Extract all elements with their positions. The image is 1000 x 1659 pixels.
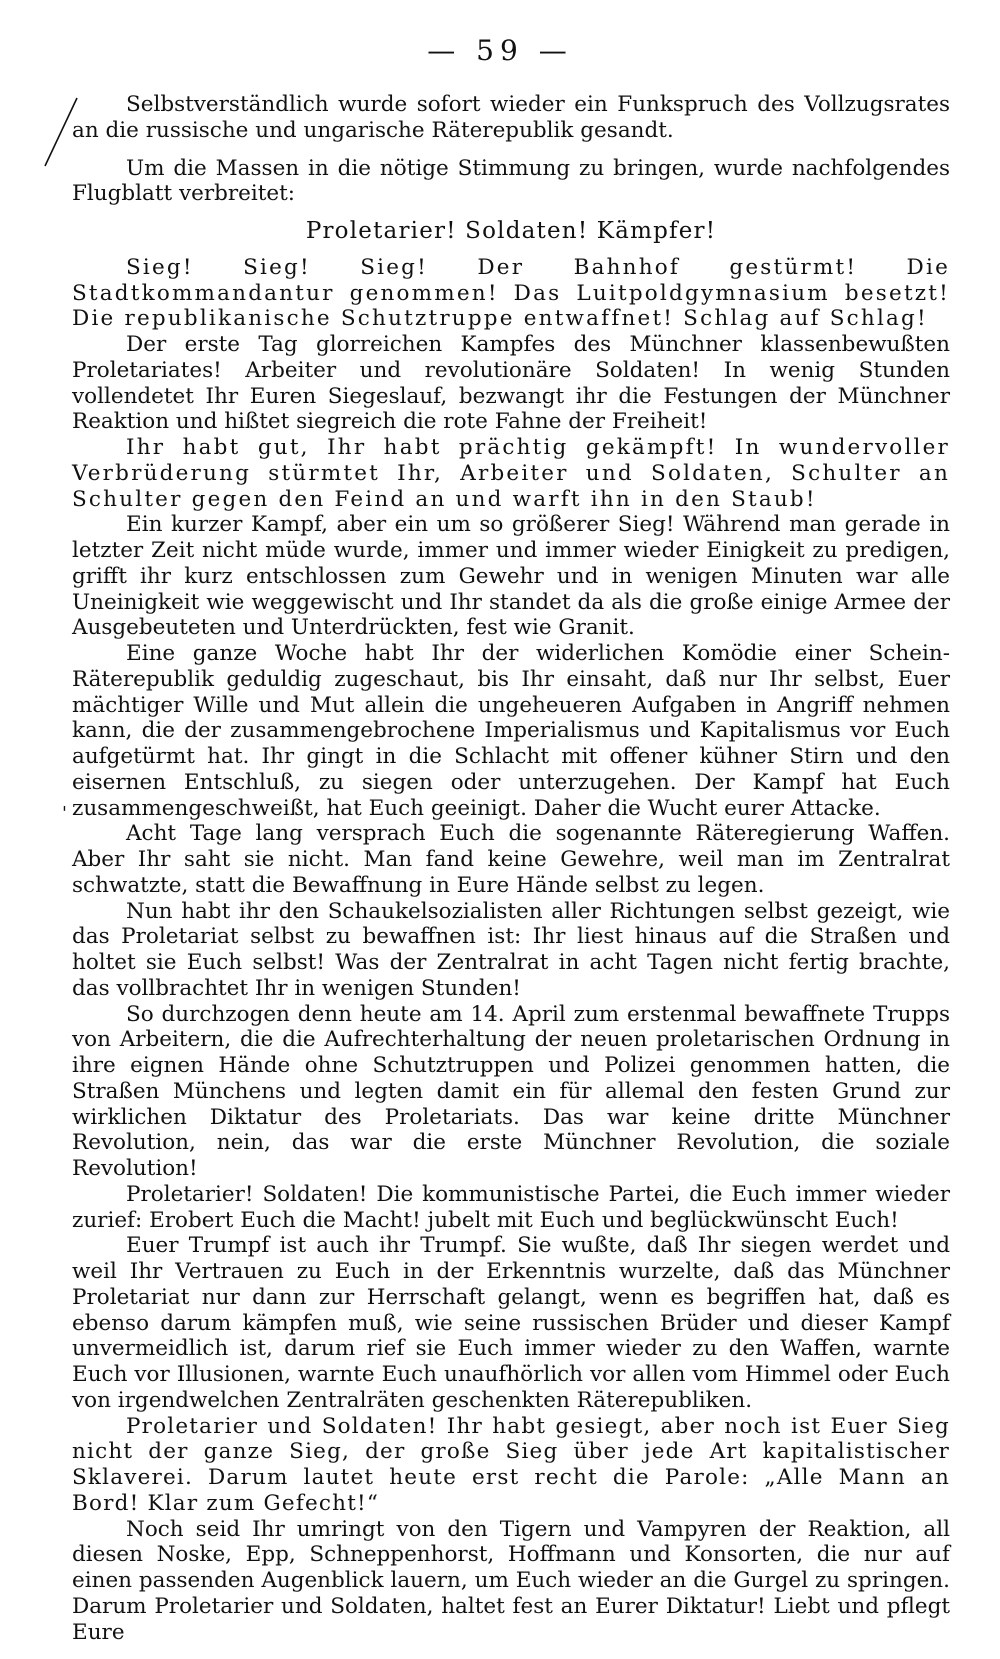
leaflet-heading: Proletarier! Soldaten! Kämpfer! xyxy=(305,218,717,244)
paragraph-april-14: So durchzogen denn heute am 14. April zum erstenmal bewaffnete Trupps von Arbeitern, die die Aufrechterhaltung der neuen proletarischen Ordnung in ihre eignen Hände ohne Schutztruppen und Polizei genommen hatten, die Straßen Münchens und legten damit ein für allemal den festen Grund zur wirklichen Diktatur des Proletariats. Das war keine dritte Münchner Revolution, nein, das war die erste Münchner Revolution, die soziale Revolution! xyxy=(72,1001,950,1181)
paragraph-intro: Um die Massen in die nötige Stimmung zu bringen, wurde nachfolgendes Flugblatt verbreitet: xyxy=(72,155,950,207)
margin-dot-mark: ' xyxy=(62,803,67,824)
paragraph-victory: Sieg! Sieg! Sieg! Der Bahnhof gestürmt! Die Stadtkommandantur genommen! Das Luitpoldgymnasium besetzt! Die republikanische Schutztruppe entwaffnet! Schlag auf Schlag! xyxy=(72,254,950,332)
paragraph-swinging-socialists: Nun habt ihr den Schaukelsozialisten aller Richtungen selbst gezeigt, wie das Proletariat selbst zu bewaffnen ist: Ihr liest hinaus auf die Straßen und holtet sie Euch selbst! Was der Zentralrat in acht Tagen nicht fertig brachte, das vollbrachtet Ihr in wenigen Stunden! xyxy=(72,898,950,1001)
paragraph-communist-party: Proletarier! Soldaten! Die kommunistische Partei, die Euch immer wieder zurief: Erobert Euch die Macht! jubelt mit Euch und beglückwünscht Euch! xyxy=(72,1181,950,1233)
paragraph-opening: Selbstverständlich wurde sofort wieder ein Funkspruch des Vollzugsrates an die russische und ungarische Räterepublik gesandt. xyxy=(72,92,950,143)
paragraph-week: Eine ganze Woche habt Ihr der widerlichen Komödie einer Schein-Räterepublik geduldig zugeschaut, bis Ihr einsaht, daß nur Ihr selbst, Euer mächtiger Wille und Mut allein die ungeheueren Aufgaben in Angriff nehmen kann, die der zusammengebrochene Imperialismus und Kapitalismus vor Euch aufgetürmt hat. Ihr gingt in die Schlacht mit offener kühner Stirn und den eisernen Entschluß, zu siegen oder unterzugehen. Der Kampf hat Euch zusammengeschweißt, hat Euch geeinigt. Daher die Wucht eurer Attacke. xyxy=(72,641,950,821)
paragraph-not-yet-complete: Proletarier und Soldaten! Ihr habt gesiegt, aber noch ist Euer Sieg nicht der ganze Sieg, der große Sieg über jede Art kapitalistischer Sklaverei. Darum lautet heute erst recht die Parole: „Alle Mann an Bord! Klar zum Gefecht!“ xyxy=(72,1413,950,1516)
main-text xyxy=(72,92,950,1645)
paragraph-trump: Euer Trumpf ist auch ihr Trumpf. Sie wußte, daß Ihr siegen werdet und weil Ihr Vertrauen zu Euch in der Erkenntnis wurzelte, daß das Münchner Proletariat nur dann zur Herrschaft gelangt, wenn es begriffen hat, daß es ebenso darum kämpfen muß, wie seine russischen Brüder und dieser Kampf unvermeidlich ist, darum rief sie Euch immer wieder zu den Waffen, warnte Euch vor Illusionen, warnte Euch unaufhörlich vor allen vom Himmel oder Euch von irgendwelchen Zentralräten geschenkten Räterepubliken. xyxy=(72,1233,950,1413)
paragraph-first-day: Der erste Tag glorreichen Kampfes des Münchner klassenbewußten Proletariates! Arbeiter und revolutionäre Soldaten! In wenig Stunden vollendetet Ihr Euren Siegeslauf, bezwangt ihr die Festungen der Münchner Reaktion und hißtet siegreich die rote Fahne der Freiheit! xyxy=(72,332,950,435)
paragraph-still-surrounded: Noch seid Ihr umringt von den Tigern und Vampyren der Reaktion, all diesen Noske, Epp, Schneppenhorst, Hoffmann und Konsorten, die nur auf einen passenden Augenblick lauern, um Euch wieder an die Gurgel zu springen. Darum Proletarier und Soldaten, haltet fest an Eurer Diktatur! Liebt und pflegt Eure xyxy=(72,1516,950,1645)
paragraph-short-fight: Ein kurzer Kampf, aber ein um so größerer Sieg! Während man gerade in letzter Zeit nicht müde wurde, immer und immer wieder Einigkeit zu predigen, grifft ihr kurz entschlossen zum Gewehr und in wenigen Minuten war alle Uneinigkeit wie weggewischt und Ihr standet da als die große einige Armee der Ausgebeuteten und Unterdrückten, fest wie Granit. xyxy=(72,512,950,641)
page-number: — 59 — xyxy=(427,34,573,67)
paragraph-fought-well: Ihr habt gut, Ihr habt prächtig gekämpft! In wundervoller Verbrüderung stürmtet Ihr, Arbeiter und Soldaten, Schulter an Schulter gegen den Feind an und warft ihn in den Staub! xyxy=(72,435,950,512)
paragraph-eight-days: Acht Tage lang versprach Euch die sogenannte Räteregierung Waffen. Aber Ihr saht sie nicht. Man fand keine Gewehre, weil man im Zentralrat schwatzte, statt die Bewaffnung in Eure Hände selbst zu legen. xyxy=(72,821,950,898)
